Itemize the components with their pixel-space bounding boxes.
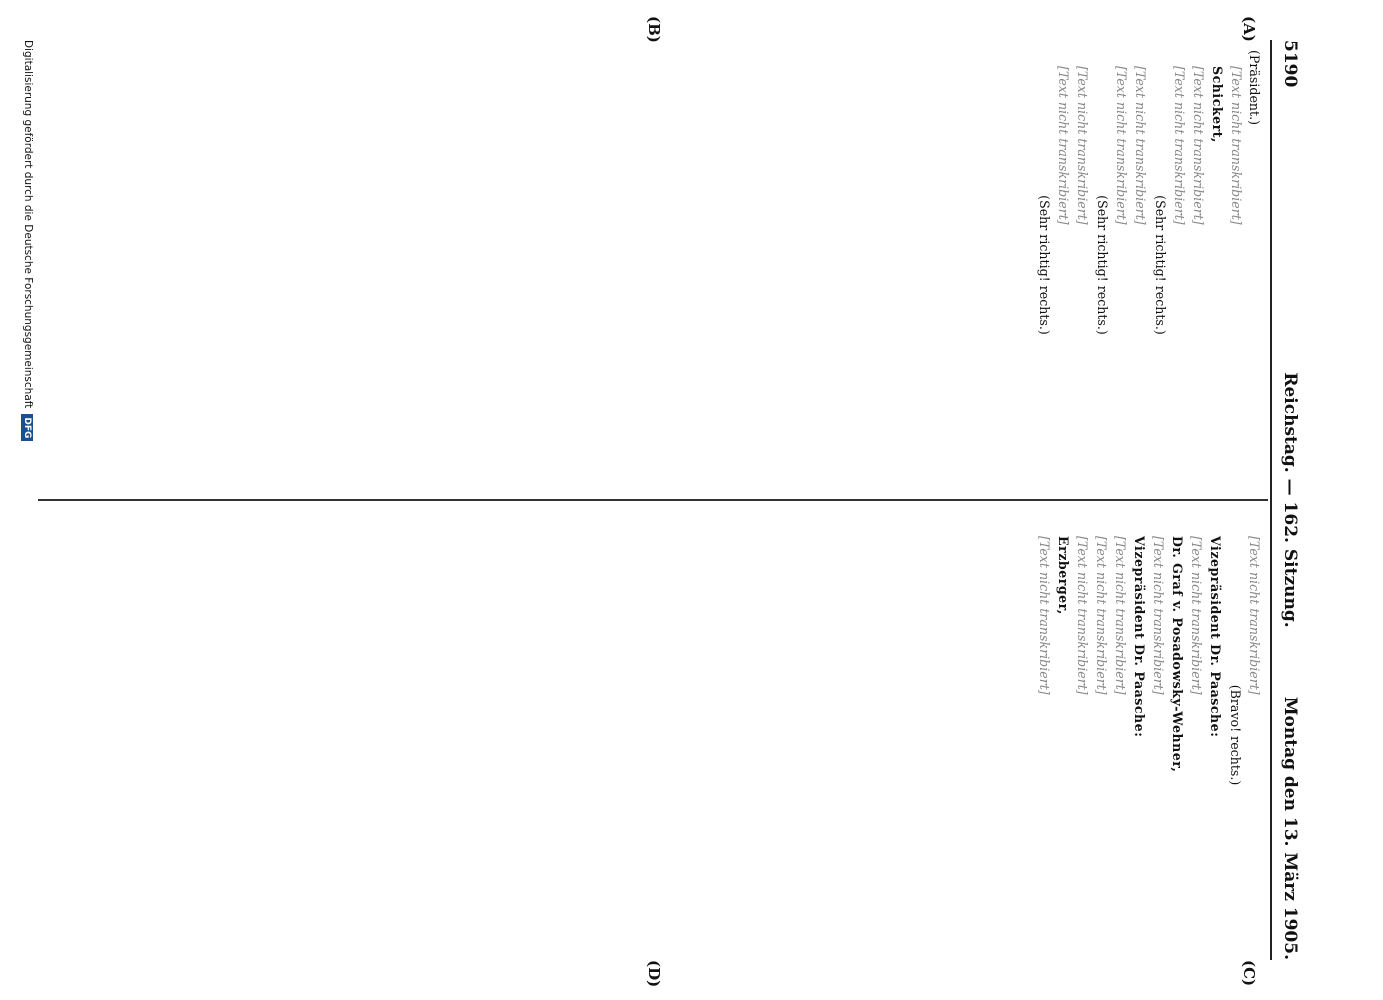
interjection: (Sehr richtig! rechts.) <box>1153 195 1168 335</box>
chair-label: (Präsident.) <box>1247 50 1262 126</box>
page-number: 5190 <box>1280 40 1300 88</box>
paragraph: [Text nicht transkribiert] <box>1191 66 1206 225</box>
header-date: Montag den 13. März 1905. <box>1280 696 1300 960</box>
paragraph: [Text nicht transkribiert] <box>1075 536 1090 695</box>
column-divider <box>38 499 1268 501</box>
dfg-logo: DFG <box>21 414 33 441</box>
speaker-name: Erzberger, <box>1056 536 1071 615</box>
paragraph: [Text nicht transkribiert] <box>1075 66 1090 225</box>
credit-text: Digitalisierung gefördert durch die Deutsche Forschungsgemeinschaft <box>22 40 34 409</box>
margin-letter-d: (D) <box>645 960 663 988</box>
speaker-name: Schickert, <box>1210 66 1225 143</box>
margin-letter-a: (A) <box>1240 16 1258 42</box>
header-title: Reichstag. — 162. Sitzung. <box>1280 372 1300 628</box>
paragraph: [Text nicht transkribiert] <box>1189 536 1204 695</box>
page-sheet <box>18 0 1318 1000</box>
speaker-name: Vizepräsident Dr. Paasche: <box>1132 536 1147 738</box>
interjection: (Sehr richtig! rechts.) <box>1037 195 1052 335</box>
speaker-name: Dr. Graf v. Posadowsky-Wehner, <box>1170 536 1185 773</box>
right-column <box>42 520 1262 950</box>
margin-letter-c: (C) <box>1240 960 1258 987</box>
paragraph: [Text nicht transkribiert] <box>1151 536 1166 695</box>
left-column <box>42 50 1262 480</box>
paragraph: [Text nicht transkribiert] <box>1094 536 1109 695</box>
paragraph: [Text nicht transkribiert] <box>1114 66 1129 225</box>
paragraph: [Text nicht transkribiert] <box>1056 66 1071 225</box>
digitization-credit <box>20 40 34 960</box>
paragraph: [Text nicht transkribiert] <box>1172 66 1187 225</box>
margin-letter-b: (B) <box>645 16 663 43</box>
paragraph: [Text nicht transkribiert] <box>1229 66 1244 225</box>
speaker-name: Vizepräsident Dr. Paasche: <box>1208 536 1223 738</box>
paragraph: [Text nicht transkribiert] <box>1037 536 1052 695</box>
paragraph: [Text nicht transkribiert] <box>1113 536 1128 695</box>
interjection: (Sehr richtig! rechts.) <box>1095 195 1110 335</box>
header-rule <box>1270 40 1272 960</box>
running-header <box>1274 40 1304 960</box>
paragraph: [Text nicht transkribiert] <box>1247 536 1262 695</box>
interjection: (Bravo! rechts.) <box>1228 684 1243 786</box>
paragraph: [Text nicht transkribiert] <box>1133 66 1148 225</box>
